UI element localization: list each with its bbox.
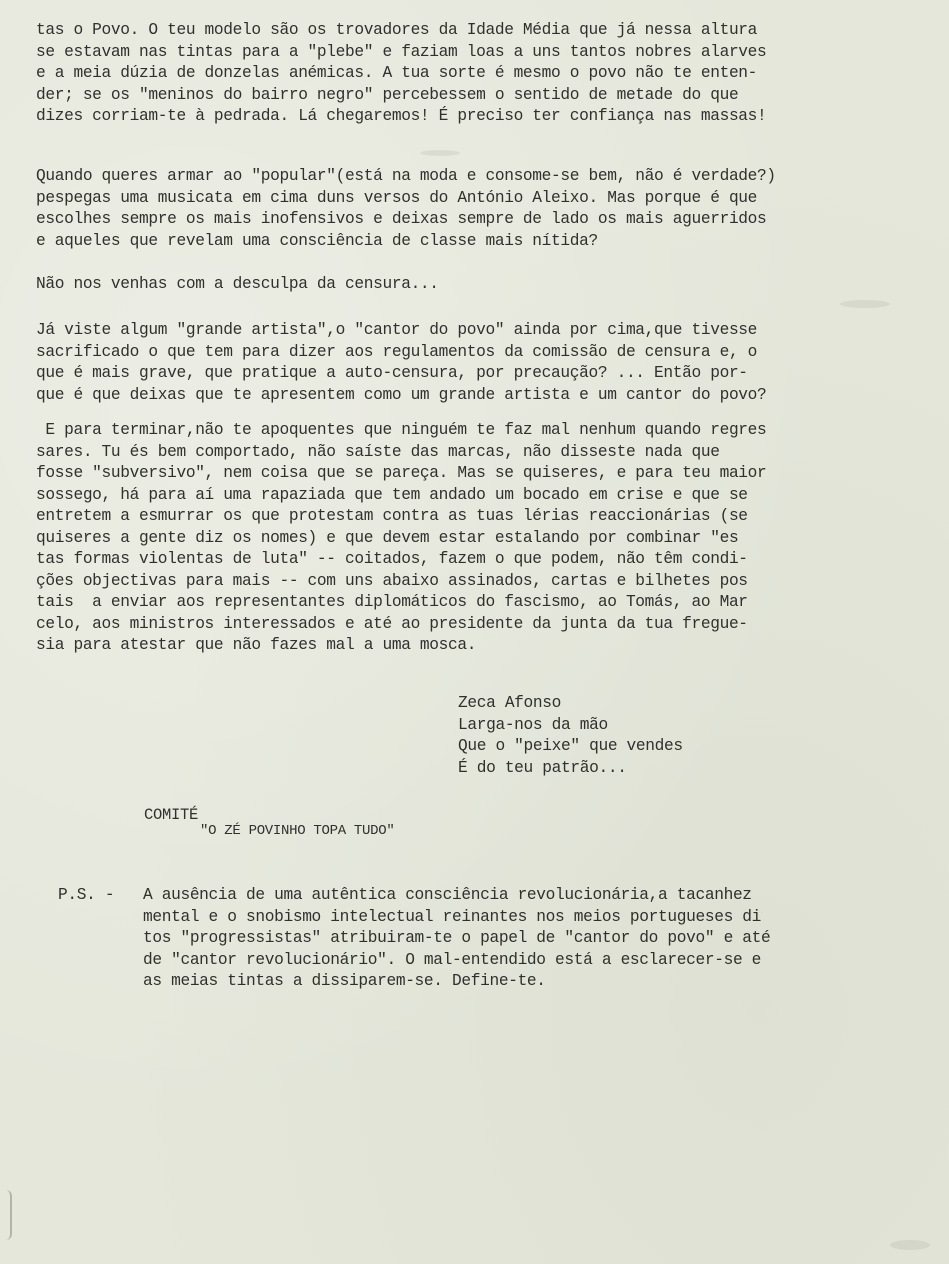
postscript-text: A ausência de uma autêntica consciência revolucionária,a tacanhez mental e o snobismo intelectual reinantes nos meios portugueses di tos "progressistas" atribuiram-te o papel de "cantor do povo" e até de "cantor revolucionário". O mal-entendido está a esclarecer-se e as meias tintas a dissiparem-se. Define-te. <box>143 886 771 990</box>
postscript-label: P.S. - <box>58 886 115 904</box>
paragraph-trovadores: tas o Povo. O teu modelo são os trovadores da Idade Média que já nessa altura se estavam nas tintas para a "plebe" e faziam loas a uns tantos nobres alarves e a meia dúzia de donzelas anémicas. A tua sorte é mesmo o povo não te enten- der; se os "meninos do bairro negro" percebessem o sentido de metade do que dizes corriam-te à pedrada. Lá chegaremos! É preciso ter confiança nas massas! <box>36 21 767 125</box>
paper-smudge <box>840 300 890 308</box>
paragraph-censura: Não nos venhas com a desculpa da censura... <box>36 275 439 293</box>
signature-verse: Zeca Afonso Larga-nos da mão Que o "peixe" que vendes É do teu patrão... <box>458 694 683 777</box>
paragraph-grande-artista: Já viste algum "grande artista",o "cantor do povo" ainda por cima,que tivesse sacrificado o que tem para dizer aos regulamentos da comissão de censura e, o que é mais grave, que pratique a auto-censura, por precaução? ... Então por- que é que deixas que te apresentem como um grande artista e um cantor do povo? <box>36 321 767 404</box>
paper-edge-mark <box>0 1190 12 1240</box>
committee-label: COMITÉ <box>144 806 199 824</box>
paragraph-terminar: E para terminar,não te apoquentes que ninguém te faz mal nenhum quando regres sares. Tu és bem comportado, não saíste das marcas, não disseste nada que fosse "subversivo", nem coisa que se pareça. Mas se quiseres, e para teu maior sossego, há para aí uma rapaziada que tem andado um bocado em crise e que se entretem a esmurrar os que protestam contra as tuas lérias reaccionárias (se quiseres a gente diz os nomes) e que devem estar estalando por combinar "es tas formas violentas de luta" -- coitados, fazem o que podem, não têm condi- ções objectivas para mais -- com uns abaixo assinados, cartas e bilhetes pos tais a enviar aos representantes diplomáticos do fascismo, ao Tomás, ao Mar celo, aos ministros interessados e até ao presidente da junta da tua fregue- sia para atestar que não fazes mal a uma mosca. <box>36 421 767 654</box>
committee-name: "O ZÉ POVINHO TOPA TUDO" <box>200 823 395 839</box>
paper-smudge <box>420 150 460 156</box>
paragraph-popular: Quando queres armar ao "popular"(está na moda e consome-se bem, não é verdade?) pespegas uma musicata em cima duns versos do António Aleixo. Mas porque é que escolhes sempre os mais inofensivos e deixas sempre de lado os mais aguerridos e aqueles que revelam uma consciência de classe mais nítida? <box>36 167 776 250</box>
paper-smudge <box>890 1240 930 1250</box>
